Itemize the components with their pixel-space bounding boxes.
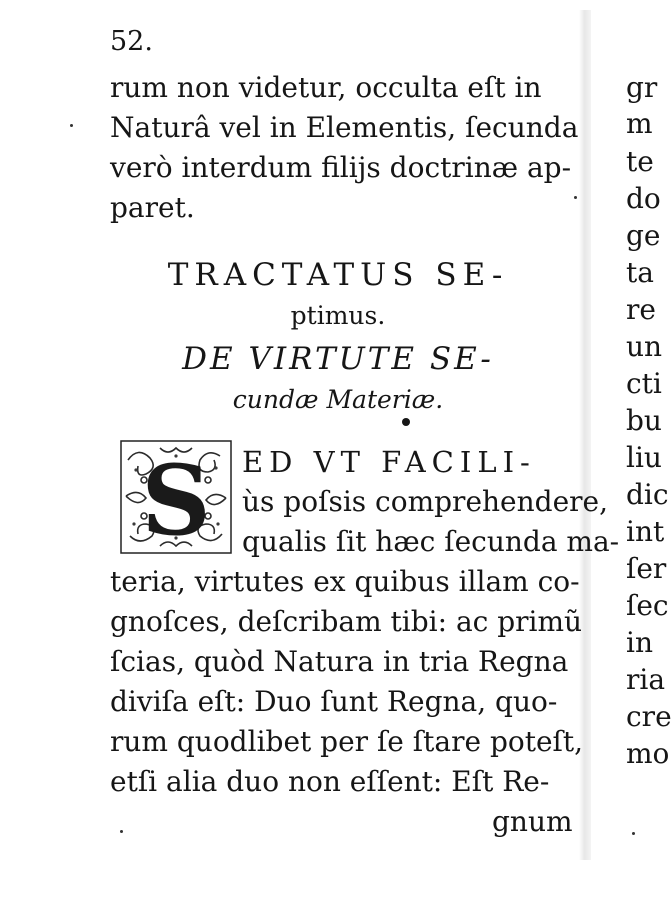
- facing-page-fragment: cti: [626, 367, 662, 400]
- facing-page-fragment: liu: [626, 441, 662, 474]
- facing-page-fragment: cre: [626, 700, 672, 733]
- text-line: diviſa eſt: Duo ſunt Regna, quo-: [110, 685, 558, 718]
- page-number: 52.: [110, 26, 153, 57]
- text-line: ſcias, quòd Natura in tria Regna: [110, 645, 569, 678]
- facing-page-fragment: ria: [626, 663, 666, 696]
- ornament-dot: [402, 418, 410, 426]
- text-line: ùs poſsis comprehendere,: [242, 485, 608, 518]
- facing-page-fragment: do: [626, 182, 661, 215]
- text-line: gnoſces, deſcribam tibi: ac primũ: [110, 605, 583, 638]
- text-line: etſi alia duo non eſſent: Eſt Re-: [110, 765, 550, 798]
- treatise-title: TRACTATUS SE-: [167, 257, 509, 293]
- facing-page-fragment: bu: [626, 404, 662, 437]
- text-line: Naturâ vel in Elementis, ſecunda: [110, 111, 579, 144]
- text-line: verò interdum filijs doctrinæ ap-: [110, 151, 572, 184]
- text-line: qualis ſit hæc ſecunda ma-: [242, 525, 620, 558]
- section-title: DE VIRTUTE SE-: [182, 341, 494, 377]
- facing-page-fragment: in: [626, 626, 653, 659]
- paper-speck: [120, 830, 123, 833]
- decorated-initial-s: [120, 440, 232, 557]
- facing-page-fragment: te: [626, 145, 654, 178]
- initial-letter: S: [141, 444, 211, 557]
- facing-page-fragment: ſer: [626, 552, 667, 585]
- text-line: ED VT FACILI-: [242, 445, 536, 479]
- facing-page-fragment: mo: [626, 737, 670, 770]
- text-line: teria, virtutes ex quibus illam co-: [110, 565, 580, 598]
- facing-page-fragment: re: [626, 293, 656, 326]
- paper-speck: [632, 832, 635, 835]
- facing-page-fragment: un: [626, 330, 663, 363]
- paper-speck: [574, 196, 577, 199]
- treatise-subtitle: ptimus.: [290, 301, 386, 330]
- facing-page-fragment: gr: [626, 71, 658, 104]
- facing-page-fragment: ge: [626, 219, 661, 252]
- facing-page-fragment: int: [626, 515, 665, 548]
- paper-speck: [70, 124, 73, 127]
- section-title-continued: cundæ Materiæ.: [232, 385, 444, 414]
- text-line: paret.: [110, 191, 195, 224]
- facing-page-fragment: dic: [626, 478, 669, 511]
- facing-page-fragment: m: [626, 107, 653, 140]
- facing-page-fragment: ſec: [626, 589, 669, 622]
- catchword: gnum: [492, 805, 573, 838]
- facing-page-fragment: ta: [626, 256, 654, 289]
- text-line: rum quodlibet per ſe ſtare poteſt,: [110, 725, 584, 758]
- text-line: rum non videtur, occulta eſt in: [110, 71, 542, 104]
